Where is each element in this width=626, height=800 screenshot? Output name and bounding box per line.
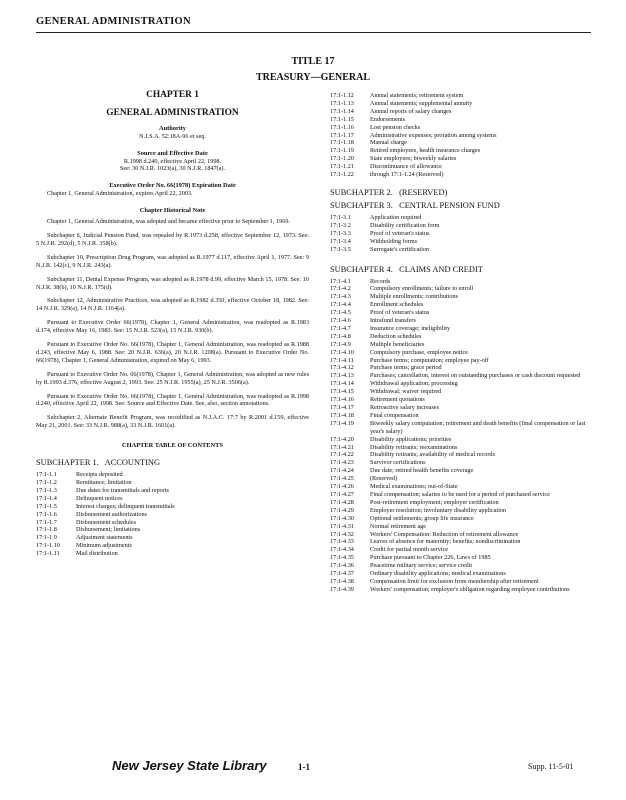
section-title: Compensation limit for exclusion from membership after retirement [370,577,539,585]
toc-row [330,531,591,539]
toc-row [330,420,591,436]
historical-note-paragraph: Subchapter 12, Administrative Practices, was adopted as R.1982 d.350, effective October 18, 1982. See: 14 N.J.R. 329(a), 14 N.J.R. 1164(a). [36,297,309,313]
toc-row [330,139,591,147]
section-title: Withdrawal; waiver required [370,388,442,396]
library-stamp: New Jersey State Library [112,758,267,773]
historical-note-paragraph: Pursuant to Executive Order No. 66(1978), Chapter 1, General Administration, was adopted as new rules by R.1993 d.376, effective August 2, 1993. See: 25 N.J.R. 1955(a), 25 N.J.R. 3506(a). [36,370,309,386]
section-number: 17:1-4.13 [330,372,354,380]
section-title: Due dates for transmittals and reports [76,486,169,494]
historical-note-paragraph: Pursuant to Executive Order No. 66(1978), Chapter 1, General Administration, was readopted as R.1988 d.243, effective May 6, 1988. See: 20 N.J.R. 636(a), 20 N.J.R. 1208(a). Pursuant to Executive Order No. 66(1978), Chapter 1, General Administration, expired on May 6, 1993. [36,341,309,364]
toc-row [36,479,309,487]
toc-row [330,333,591,341]
toc-row [330,459,591,467]
toc-row [330,578,591,586]
toc-row [36,495,309,503]
section-number: 17:1-4.9 [330,340,351,348]
toc-row [330,230,591,238]
section-number: 17:1-1.4 [36,494,57,502]
section-number: 17:1-4.36 [330,562,354,570]
section-number: 17:1-4.22 [330,451,354,459]
section-number: 17:1-4.32 [330,530,354,538]
section-title: Interest charges; delinquent transmittals [76,502,175,510]
toc-row [330,357,591,365]
section-title: Disbursement authorizations [76,510,147,518]
toc-row [330,538,591,546]
section-number: 17:1-1.3 [36,486,57,494]
toc-row [330,515,591,523]
toc-row [330,116,591,124]
section-title: Disability retirants; availability of medical records [370,451,495,459]
section-number: 17:1-4.15 [330,388,354,396]
section-title: Annual reports of salary changes [370,107,452,115]
toc-row [330,491,591,499]
section-number: 17:1-1.5 [36,502,57,510]
section-title: through 17:1-1.24 (Reserved) [370,171,444,179]
section-number: 17:1-4.17 [330,404,354,411]
section-title: Withholding forms [370,237,418,245]
section-number: 17:1-1.16 [330,123,354,131]
historical-note-paragraph: Pursuant to Executive Order No. 66(1978), Chapter 1, General Administration, was readopted as R.1998 d.240, effective April 22, 1998. See: Source and Effective Date. See, also, section annotations. [36,392,309,408]
section-number: 17:1-4.10 [330,348,354,356]
toc-row [330,285,591,293]
toc-row [330,570,591,578]
section-title: Final compensation; salaries to be used for a period of purchased service [370,490,550,498]
section-title: Discontinuance of allowance [370,163,442,171]
source-line-1: R.1998 d.240, effective April 22, 1998. [123,157,222,165]
section-title: Purchases; cancellation, interest on outstanding purchases or cash discount requested [370,372,581,380]
toc-row [330,586,591,594]
toc-row [330,222,591,230]
section-number: 17:1-4.25 [330,475,354,483]
section-title: Leaves of absence for maternity; benefits; nondiscrimination [370,538,521,546]
toc-row [330,163,591,171]
historical-note-heading: Chapter Historical Note [139,207,206,215]
toc-row [330,238,591,246]
section-title: Withdrawal application; processing [370,380,458,388]
section-title: Application required [370,213,422,221]
section-title: Biweekly salary computation; retirement and death benefits (final compensation or last year's salary) [370,419,586,435]
section-title: Multiple beneficiaries [370,340,425,348]
historical-note-paragraph: Subchapter 2, Alternate Benefit Program, was recodified as N.J.A.C. 17:7 by R.2001 d.159, effective May 21, 2001. See: 33 N.J.R. 988(a), 33 N.J.R. 1601(a). [36,414,309,430]
toc-row [330,246,591,254]
toc-row [36,503,309,511]
section-number: 17:1-1.6 [36,510,57,518]
section-title: Enrollment schedules [370,301,424,309]
toc-row [330,132,591,140]
toc-row [330,483,591,491]
section-number: 17:1-4.1 [330,277,351,285]
running-head: GENERAL ADMINISTRATION [36,16,191,27]
section-number: 17:1-4.33 [330,538,354,546]
section-number: 17:1-4.23 [330,459,354,467]
section-number: 17:1-1.1 [36,471,57,479]
section-title: Workers' compensation; employer's obligation regarding employee contributions [370,585,570,593]
chapter-name: GENERAL ADMINISTRATION [106,107,239,118]
section-title: Peacetime military service; service credit [370,562,473,570]
section-number: 17:1-4.38 [330,577,354,585]
toc-row [330,436,591,444]
section-title: State employees; biweekly salaries [370,155,457,163]
section-number: 17:1-4.27 [330,490,354,498]
section-title: Remittance; limitation [76,479,132,486]
section-title: Normal retirement age [370,522,427,530]
left-column [36,92,309,558]
toc-heading: CHAPTER TABLE OF CONTENTS [122,442,223,450]
section-number: 17:1-4.21 [330,443,354,451]
section-number: 17:1-4.28 [330,498,354,506]
section-number: 17:1-4.26 [330,483,354,491]
section-number: 17:1-4.16 [330,396,354,404]
section-title: Intrafund transfers [370,317,416,325]
section-title: Final compensation [370,411,419,419]
toc-row [36,519,309,527]
toc-row [330,325,591,333]
subchapter-4-title: SUBCHAPTER 4. CLAIMS AND CREDIT [330,264,483,274]
section-number: 17:1-4.37 [330,570,354,578]
subchapter-4-toc [330,278,591,594]
subchapter-1-toc-right [330,92,591,179]
section-number: 17:1-4.20 [330,435,354,443]
section-title: Disability applications; priorities [370,435,452,443]
section-number: 17:1-1.8 [36,526,57,534]
section-title: Retirement quotations [370,396,425,404]
toc-row [330,293,591,301]
section-number: 17:1-1.20 [330,155,354,163]
section-title: Retired employees, health insurance charges [370,147,481,155]
right-column [330,92,591,594]
section-number: 17:1-1.2 [36,479,57,486]
section-number: 17:1-4.31 [330,522,354,530]
toc-row [330,507,591,515]
toc-row [36,487,309,495]
section-number: 17:1-1.10 [36,542,60,550]
toc-row [330,155,591,163]
section-number: 17:1-1.14 [330,107,354,115]
toc-row [36,511,309,519]
subchapter-2-title: SUBCHAPTER 2. (RESERVED) [330,187,448,197]
section-number: 17:1-3.4 [330,237,351,245]
historical-note-paragraph: Subchapter 10, Prescription Drug Program, was adopted as R.1977 d.117, effective April 1, 1977. See: 9 N.J.R. 142(c), 9 N.J.R. 243(a). [36,253,309,269]
historical-note-paragraph: Chapter 1, General Administration, was adopted and became effective prior to September 1, 1969. [47,218,291,226]
toc-row [330,147,591,155]
section-number: 17:1-1.9 [36,534,57,542]
section-number: 17:1-4.5 [330,309,351,317]
section-number: 17:1-4.11 [330,356,354,364]
section-title: Deduction schedules [370,332,422,340]
section-number: 17:1-4.19 [330,419,354,427]
section-title: Annual statements; supplemental annuity [370,99,473,107]
section-title: Endorsements [370,115,406,123]
section-number: 17:1-4.3 [330,293,351,301]
toc-row [330,451,591,459]
toc-row [330,364,591,372]
toc-row [36,550,309,558]
toc-row [36,534,309,542]
section-title: Due date; retired health benefits coverage [370,467,474,475]
section-title: Credit for partial month service [370,546,449,554]
section-number: 17:1-4.7 [330,324,351,332]
header-rule [36,32,591,33]
toc-row [330,444,591,452]
subchapter-1-title: SUBCHAPTER 1. ACCOUNTING [36,458,161,468]
section-title: Disbursement; limitations [76,526,141,534]
section-title: Survivor certifications [370,459,426,467]
section-number: 17:1-4.39 [330,585,354,593]
section-number: 17:1-4.2 [330,285,351,293]
title: TITLE 17 [291,56,335,67]
section-title: Records [370,277,391,285]
authority-text: N.J.S.A. 52:18A-96 et seq. [139,132,206,140]
authority-heading: Authority [159,124,186,132]
toc-row [330,546,591,554]
toc-row [330,92,591,100]
subtitle: TREASURY—GENERAL [255,72,371,83]
section-title: Multiple enrollments; contributions [370,293,458,301]
section-title: Annual statements; retirement system [370,92,464,99]
section-title: Optional settlements; group life insurance [370,514,474,522]
section-number: 17:1-4.8 [330,332,351,340]
page-number: 1-1 [298,762,310,772]
section-title: Workers' Compensation: Reduction of retirement allowance [370,530,519,538]
section-title: (Reserved) [370,475,398,483]
section-number: 17:1-4.34 [330,546,354,554]
section-number: 17:1-1.11 [36,550,60,558]
section-title: Mail distribution [76,550,118,558]
section-title: Post-retirement employment; employer certification [370,498,499,506]
section-title: Proof of veteran's status [370,309,430,317]
section-number: 17:1-1.18 [330,139,354,147]
historical-note-paragraph: Subchapter 6, Judicial Pension Fund, was repealed by R.1973 d.258, effective September 12, 1973. See: 5 N.J.R. 292(d), 5 N.J.R. 358(b). [36,231,309,247]
section-title: Purchase terms; computation; employee pay-off [370,356,489,364]
toc-row [330,341,591,349]
toc-row [330,214,591,222]
section-number: 17:1-4.18 [330,411,354,419]
section-title: Receipts deposited [76,471,123,479]
section-number: 17:1-1.19 [330,147,354,155]
toc-row [330,278,591,286]
section-title: Employer resolution; involuntary disability application [370,506,507,514]
toc-row [36,542,309,550]
section-title: Purchase pursuant to Chapter 226, Laws of 1985 [370,554,491,562]
toc-row [330,309,591,317]
toc-row [330,388,591,396]
section-number: 17:1-4.14 [330,380,354,388]
toc-row [36,471,309,479]
section-number: 17:1-3.3 [330,229,351,237]
toc-row [330,396,591,404]
section-number: 17:1-3.5 [330,245,351,253]
section-title: Medical examinations; out-of-State [370,483,458,491]
historical-note-paragraph: Pursuant to Executive Order 66(1978), Chapter 1, General Administration, was readopted as R.1983 d.174, effective May 16, 1983. See: 15 N.J.R. 523(a), 15 N.J.R. 930(b). [36,319,309,335]
toc-row [330,475,591,483]
section-title: Disability certification form [370,221,440,229]
section-number: 17:1-4.29 [330,506,354,514]
toc-row [330,100,591,108]
section-number: 17:1-4.12 [330,364,354,372]
section-number: 17:1-4.4 [330,301,351,309]
section-number: 17:1-1.7 [36,518,57,526]
toc-row [330,372,591,380]
toc-row [330,467,591,475]
toc-row [330,554,591,562]
section-title: Proof of veteran's status [370,229,430,237]
section-title: Compulsory enrollments; failure to enroll [370,285,474,293]
section-title: Adjustment statements [76,534,133,542]
historical-note-list [36,218,309,430]
section-number: 17:1-1.17 [330,131,354,139]
chapter-heading: CHAPTER 1 [146,90,199,100]
toc-row [330,412,591,420]
section-number: 17:1-1.22 [330,171,354,179]
subchapter-1-toc-left [36,471,309,558]
section-number: 17:1-4.6 [330,317,351,325]
toc-row [330,349,591,357]
section-title: Surrogate's certification [370,245,430,253]
subchapter-3-title: SUBCHAPTER 3. CENTRAL PENSION FUND [330,200,500,210]
section-title: Administrative expenses; proration among systems [370,131,497,139]
executive-order-text: Chapter 1, General Administration, expires April 22, 2003. [47,190,193,198]
section-title: Lost pension checks [370,123,421,131]
section-title: Manual charge [370,139,407,147]
section-number: 17:1-3.1 [330,213,351,221]
toc-row [330,404,591,412]
toc-row [330,380,591,388]
section-title: Disbursement schedules [76,518,136,526]
section-number: 17:1-4.30 [330,514,354,522]
supplement-date: Supp. 11-5-01 [528,762,574,771]
toc-row [330,523,591,531]
section-title: Delinquent notices [76,494,123,502]
toc-row [330,562,591,570]
section-title: Disability retirants; reexaminations [370,443,458,451]
executive-order-heading: Executive Order No. 66(1978) Expiration Date [109,182,236,190]
section-title: Minimum adjustments [76,542,132,550]
section-title: Retroactive salary increases [370,404,440,411]
section-number: 17:1-1.21 [330,163,354,171]
toc-row [36,526,309,534]
section-number: 17:1-1.12 [330,92,354,99]
source-line-2: See: 30 N.J.R. 1023(a), 30 N.J.R. 1847(a). [119,165,226,173]
section-number: 17:1-3.2 [330,221,351,229]
toc-row [330,301,591,309]
toc-row [330,108,591,116]
section-number: 17:1-1.15 [330,115,354,123]
section-number: 17:1-4.35 [330,554,354,562]
subchapter-3-toc [330,214,591,254]
toc-row [330,171,591,179]
toc-row [330,499,591,507]
source-heading: Source and Effective Date [137,149,208,157]
section-number: 17:1-1.13 [330,99,354,107]
section-title: Insurance coverage; ineligibility [370,324,451,332]
section-title: Ordinary disability applications; medical examinations [370,570,506,578]
section-number: 17:1-4.24 [330,467,354,475]
historical-note-paragraph: Subchapter 11, Dental Expense Program, was adopted as R.1978 d.99, effective March 15, 1978. See: 10 N.J.R. 38(b), 10 N.J.R. 175(d). [36,275,309,291]
toc-row [330,124,591,132]
section-title: Purchase terms; grace period [370,364,442,372]
section-title: Compulsory purchase, employee notice [370,348,468,356]
toc-row [330,317,591,325]
